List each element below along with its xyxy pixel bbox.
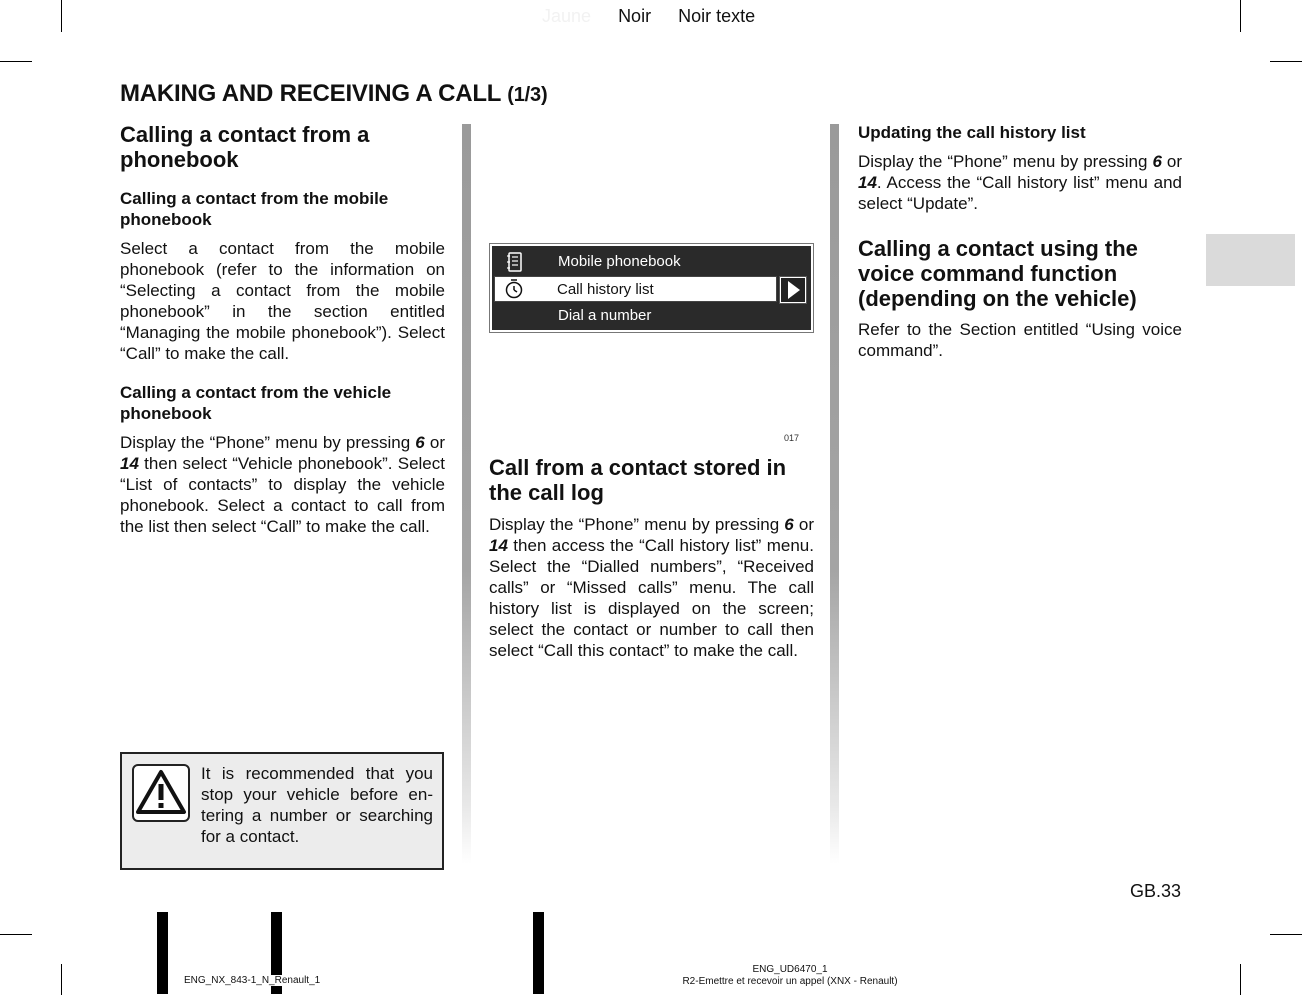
section-heading-call-log: Call from a contact stored in the call log: [489, 455, 787, 505]
menu-item-call-history[interactable]: [494, 276, 777, 302]
colour-label-noir: Noir: [618, 6, 652, 26]
warning-triangle-icon: [134, 766, 188, 820]
crop-mark: [1270, 934, 1302, 935]
colour-label-noir-texte: Noir texte: [678, 6, 756, 26]
paragraph-call-log: Display the “Phone” menu by pressing 6 or 14 then access the “Call history list” menu. Select the “Dialled numbers”, “Received calls” or “Missed calls” menu. The call history list is displayed on the screen; select the contact or number to call then select “Call this contact” to make the call.: [489, 515, 814, 660]
colour-label-jaune: Jaune: [542, 6, 592, 26]
footer-left-slug: ENG_NX_843-1_N_Renault_1: [184, 975, 321, 986]
footer-bar: [533, 912, 544, 994]
figure-number: 017: [784, 433, 800, 443]
chevron-right-icon: [780, 277, 806, 303]
paragraph-vehicle-phonebook: Display the “Phone” menu by pressing 6 or 14 then select “Vehicle phonebook”. Select “List of contacts” to display the vehicle phonebook. Select a contact to call from the list then select “Call” to make the call.: [120, 433, 445, 536]
page-number: GB.33: [1130, 881, 1182, 901]
column-middle: [489, 455, 814, 661]
select-arrow-button[interactable]: [779, 276, 807, 304]
crop-mark: [0, 61, 32, 62]
footer-right-line2: R2-Emettre et recevoir un appel (XNX - Renault): [682, 976, 898, 987]
menu-item-mobile-phonebook[interactable]: [494, 249, 807, 275]
column-right: [858, 120, 1182, 361]
crop-mark: [1270, 61, 1302, 62]
footer-bar: [157, 912, 168, 994]
subheading-vehicle-phonebook: Calling a contact from the vehicle phonebook: [120, 383, 392, 423]
colour-separation-labels: [542, 6, 777, 27]
paragraph-update-history: Display the “Phone” menu by pressing 6 or 14. Access the “Call history list” menu and select “Update”.: [858, 152, 1182, 213]
menu-item-label: Call history list: [557, 281, 654, 298]
crop-mark: [61, 0, 62, 32]
subheading-update-history: Updating the call history list: [858, 123, 1086, 142]
page-title: [120, 80, 547, 108]
chapter-tab: [1206, 234, 1295, 286]
menu-item-label: Mobile phonebook: [558, 253, 681, 270]
menu-item-dial-number[interactable]: [494, 303, 807, 329]
call-history-icon: [503, 278, 525, 300]
crop-mark: [1240, 0, 1241, 32]
column-left: [120, 120, 445, 537]
screen-display: [492, 246, 811, 330]
page-title-part: (1/3): [507, 84, 548, 106]
section-heading-voice-command: Calling a contact using the voice command function (depending on the vehicle): [858, 236, 1138, 311]
page-title-text: MAKING AND RECEIVING A CALL: [120, 80, 501, 107]
phone-menu-screen: [489, 243, 814, 333]
warning-icon: [132, 764, 190, 822]
column-separator: [830, 124, 839, 864]
menu-item-label: Dial a number: [558, 307, 652, 324]
paragraph-voice-command: Refer to the Section entitled “Using voice command”.: [858, 320, 1182, 360]
warning-box: [120, 752, 444, 870]
crop-mark: [61, 964, 62, 995]
crop-mark: [0, 934, 32, 935]
column-separator: [462, 124, 471, 864]
crop-mark: [1240, 964, 1241, 995]
paragraph-mobile-phonebook: Select a contact from the mobile phonebook (refer to the information on “Selecting a contact from the mobile phonebook” in the section entitled “Managing the mobile phonebook”). Select “Call” to make the call.: [120, 239, 445, 363]
subheading-mobile-phonebook: Calling a contact from the mobile phonebook: [120, 189, 389, 229]
phonebook-icon: [504, 251, 526, 273]
section-heading-phonebook: Calling a contact from a phonebook: [120, 122, 370, 172]
footer-right-line1: ENG_UD6470_1: [752, 964, 828, 975]
footer-right-slug: [660, 964, 920, 988]
warning-text: It is recommended that you stop your vehicle before entering a number or searching for a contact.: [201, 764, 433, 846]
